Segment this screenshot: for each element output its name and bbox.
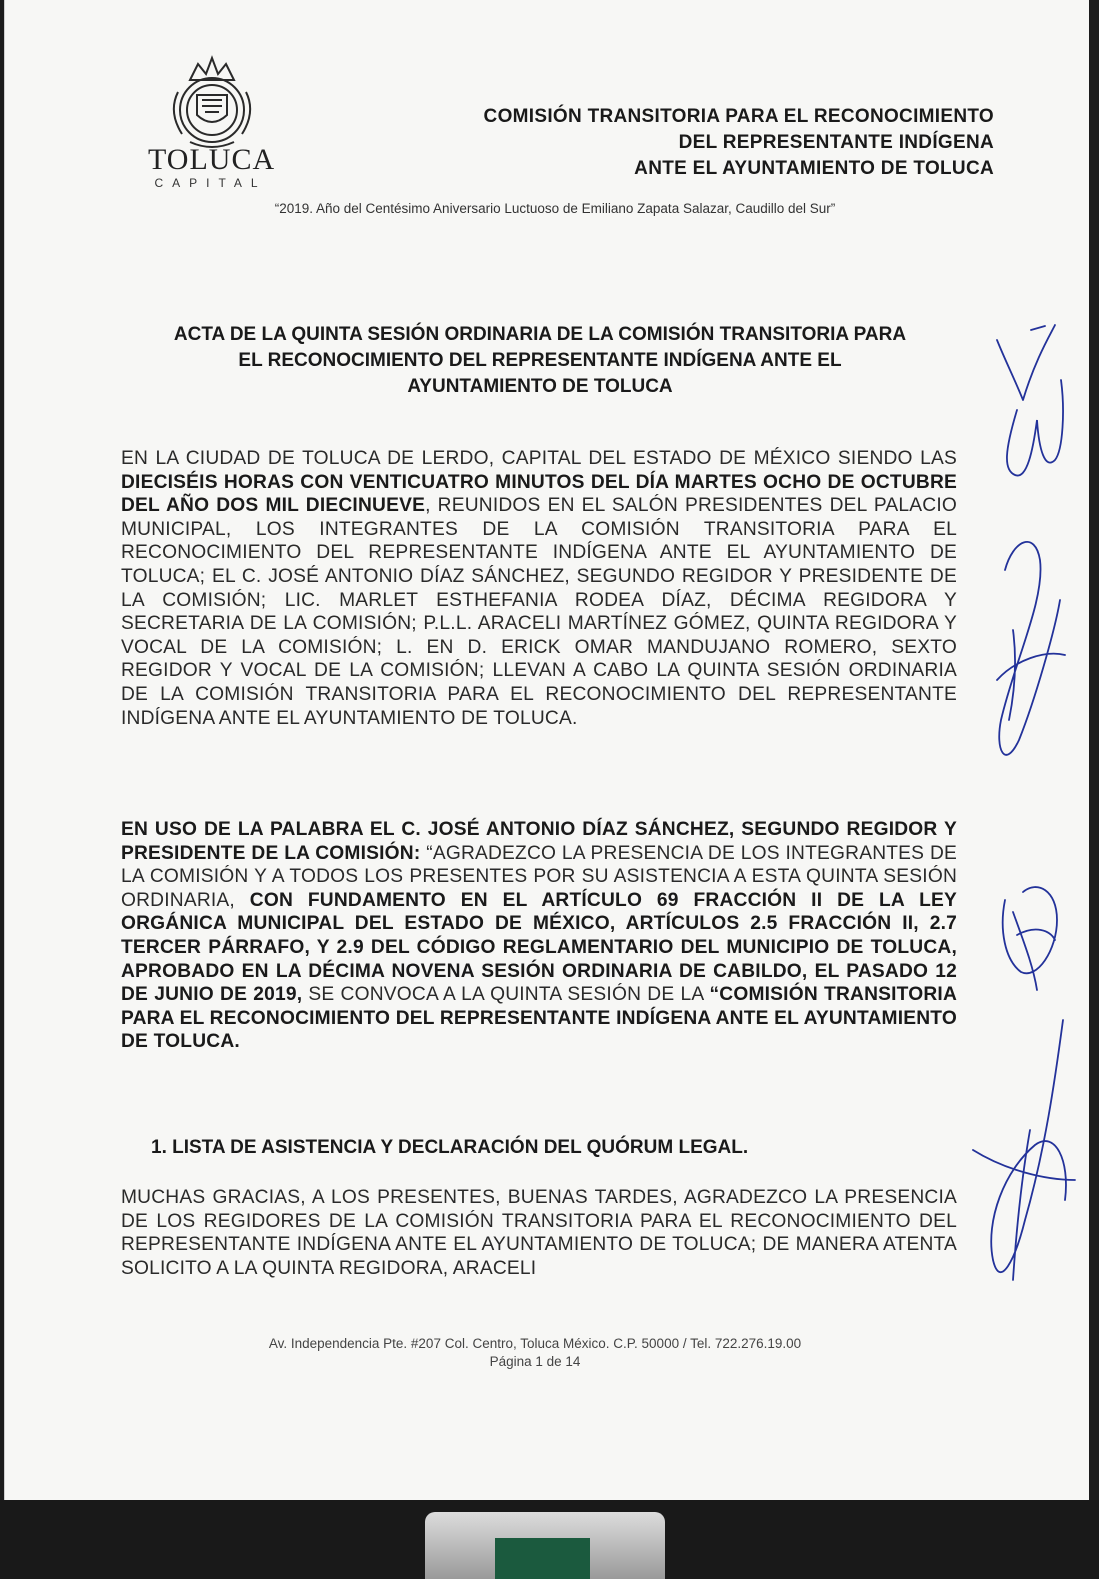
footer-address: Av. Independencia Pte. #207 Col. Centro, Toluca México. C.P. 50000 / Tel. 722.276.19.00 bbox=[268, 1336, 802, 1351]
speech-part1: “AGRADEZCO LA PRESENCIA DE LOS INTEGRANTES DE LA COMISIÓN Y A TODOS LOS PRESENTES POR SU ASISTENCIA A ESTA QUINTA SESIÓN ORDINARIA, bbox=[121, 842, 957, 911]
opening-intro: EN LA CIUDAD DE TOLUCA DE LERDO, CAPITAL DEL ESTADO DE MÉXICO SIENDO LAS bbox=[121, 448, 957, 469]
commission-name: “COMISIÓN TRANSITORIA PARA EL RECONOCIMIENTO DEL REPRESENTANTE INDÍGENA ANTE EL AYUNTAMIENTO DE TOLUCA. bbox=[121, 984, 958, 1053]
section-heading-attendance: 1. LISTA DE ASISTENCIA Y DECLARACIÓN DEL QUÓRUM LEGAL. bbox=[151, 1137, 749, 1158]
speaker-intro: EN USO DE LA PALABRA EL C. JOSÉ ANTONIO DÍAZ SÁNCHEZ, SEGUNDO REGIDOR Y PRESIDENTE DE LA COMISIÓN: bbox=[121, 819, 957, 864]
legal-basis: CON FUNDAMENTO EN EL ARTÍCULO 69 FRACCIÓN II DE LA LEY ORGÁNICA MUNICIPAL DEL ESTADO DE MÉXICO, ARTÍCULOS 2.5 FRACCIÓN II, 2.7 TERCER PÁRRAFO, Y 2.9 DEL CÓDIGO REGLAMENTARIO DEL MUNICIPIO DE TOLUCA, APROBADO EN LA DÉCIMA NOVENA SESIÓN ORDINARIA DE CABILDO, EL PASADO 12 DE JUNIO DE 2019, bbox=[121, 889, 957, 1006]
document-title-line: EL RECONOCIMIENTO DEL REPRESENTANTE INDÍGENA ANTE EL bbox=[238, 350, 842, 371]
document-page bbox=[4, 0, 1089, 1500]
logo-subtitle: CAPITAL bbox=[154, 176, 267, 190]
header-line: DEL REPRESENTANTE INDÍGENA bbox=[678, 132, 994, 153]
signature-1 bbox=[997, 325, 1063, 476]
document-title bbox=[115, 322, 965, 400]
signature-3 bbox=[1003, 887, 1057, 990]
binder-clip-tab bbox=[495, 1538, 590, 1579]
document-title-line: ACTA DE LA QUINTA SESIÓN ORDINARIA DE LA COMISIÓN TRANSITORIA PARA bbox=[173, 324, 907, 345]
logo-wordmark: TOLUCA bbox=[148, 143, 276, 176]
page-footer bbox=[155, 1335, 915, 1371]
document-title-line: AYUNTAMIENTO DE TOLUCA bbox=[407, 376, 673, 397]
year-motto: “2019. Año del Centésimo Aniversario Luctuoso de Emiliano Zapata Salazar, Caudillo del Sur” bbox=[274, 201, 836, 216]
margin-signatures bbox=[905, 300, 1085, 1320]
header-line: ANTE EL AYUNTAMIENTO DE TOLUCA bbox=[634, 158, 994, 179]
opening-datetime: DIECISÉIS HORAS CON VENTICUATRO MINUTOS DEL DÍA MARTES OCHO DE OCTUBRE DEL AÑO DOS MIL DIECINUEVE bbox=[121, 471, 957, 517]
attendance-paragraph: MUCHAS GRACIAS, A LOS PRESENTES, BUENAS TARDES, AGRADEZCO LA PRESENCIA DE LOS REGIDORES DE LA COMISIÓN TRANSITORIA PARA EL RECONOCIMIENTO DEL REPRESENTANTE INDÍGENA ANTE EL AYUNTAMIENTO DE TOLUCA; DE MANERA ATENTA SOLICITO A LA QUINTA REGIDORA, ARACELI bbox=[121, 1187, 957, 1279]
signature-2 bbox=[997, 542, 1065, 755]
signature-4 bbox=[973, 1020, 1075, 1280]
commission-header-title bbox=[374, 104, 994, 182]
president-speech-paragraph bbox=[121, 818, 957, 1054]
opening-paragraph bbox=[121, 447, 957, 730]
speech-part2: SE CONVOCA A LA QUINTA SESIÓN DE LA bbox=[302, 984, 710, 1006]
page-number: Página 1 de 14 bbox=[489, 1354, 581, 1369]
header-line: COMISIÓN TRANSITORIA PARA EL RECONOCIMIENTO bbox=[483, 106, 994, 127]
opening-rest: , REUNIDOS EN EL SALÓN PRESIDENTES DEL PALACIO MUNICIPAL, LOS INTEGRANTES DE LA COMISIÓN TRANSITORIA PARA EL RECONOCIMIENTO DEL REPRESENTANTE INDÍGENA ANTE EL AYUNTAMIENTO DE TOLUCA; EL C. JOSÉ ANTONIO DÍAZ SÁNCHEZ, SEGUNDO REGIDOR Y PRESIDENTE DE LA COMISIÓN; LIC. MARLET ESTHEFANIA RODEA DÍAZ, DÉCIMA REGIDORA Y SECRETARIA DE LA COMISIÓN; P.L.L. ARACELI MARTÍNEZ GÓMEZ, QUINTA REGIDORA Y VOCAL DE LA COMISIÓN; L. EN D. ERICK OMAR MANDUJANO ROMERO, SEXTO REGIDOR Y VOCAL DE LA COMISIÓN; LLEVAN A CABO LA QUINTA SESIÓN ORDINARIA DE LA COMISIÓN TRANSITORIA PARA EL RECONOCIMIENTO DEL REPRESENTANTE INDÍGENA ANTE EL AYUNTAMIENTO DE TOLUCA. bbox=[121, 495, 958, 729]
